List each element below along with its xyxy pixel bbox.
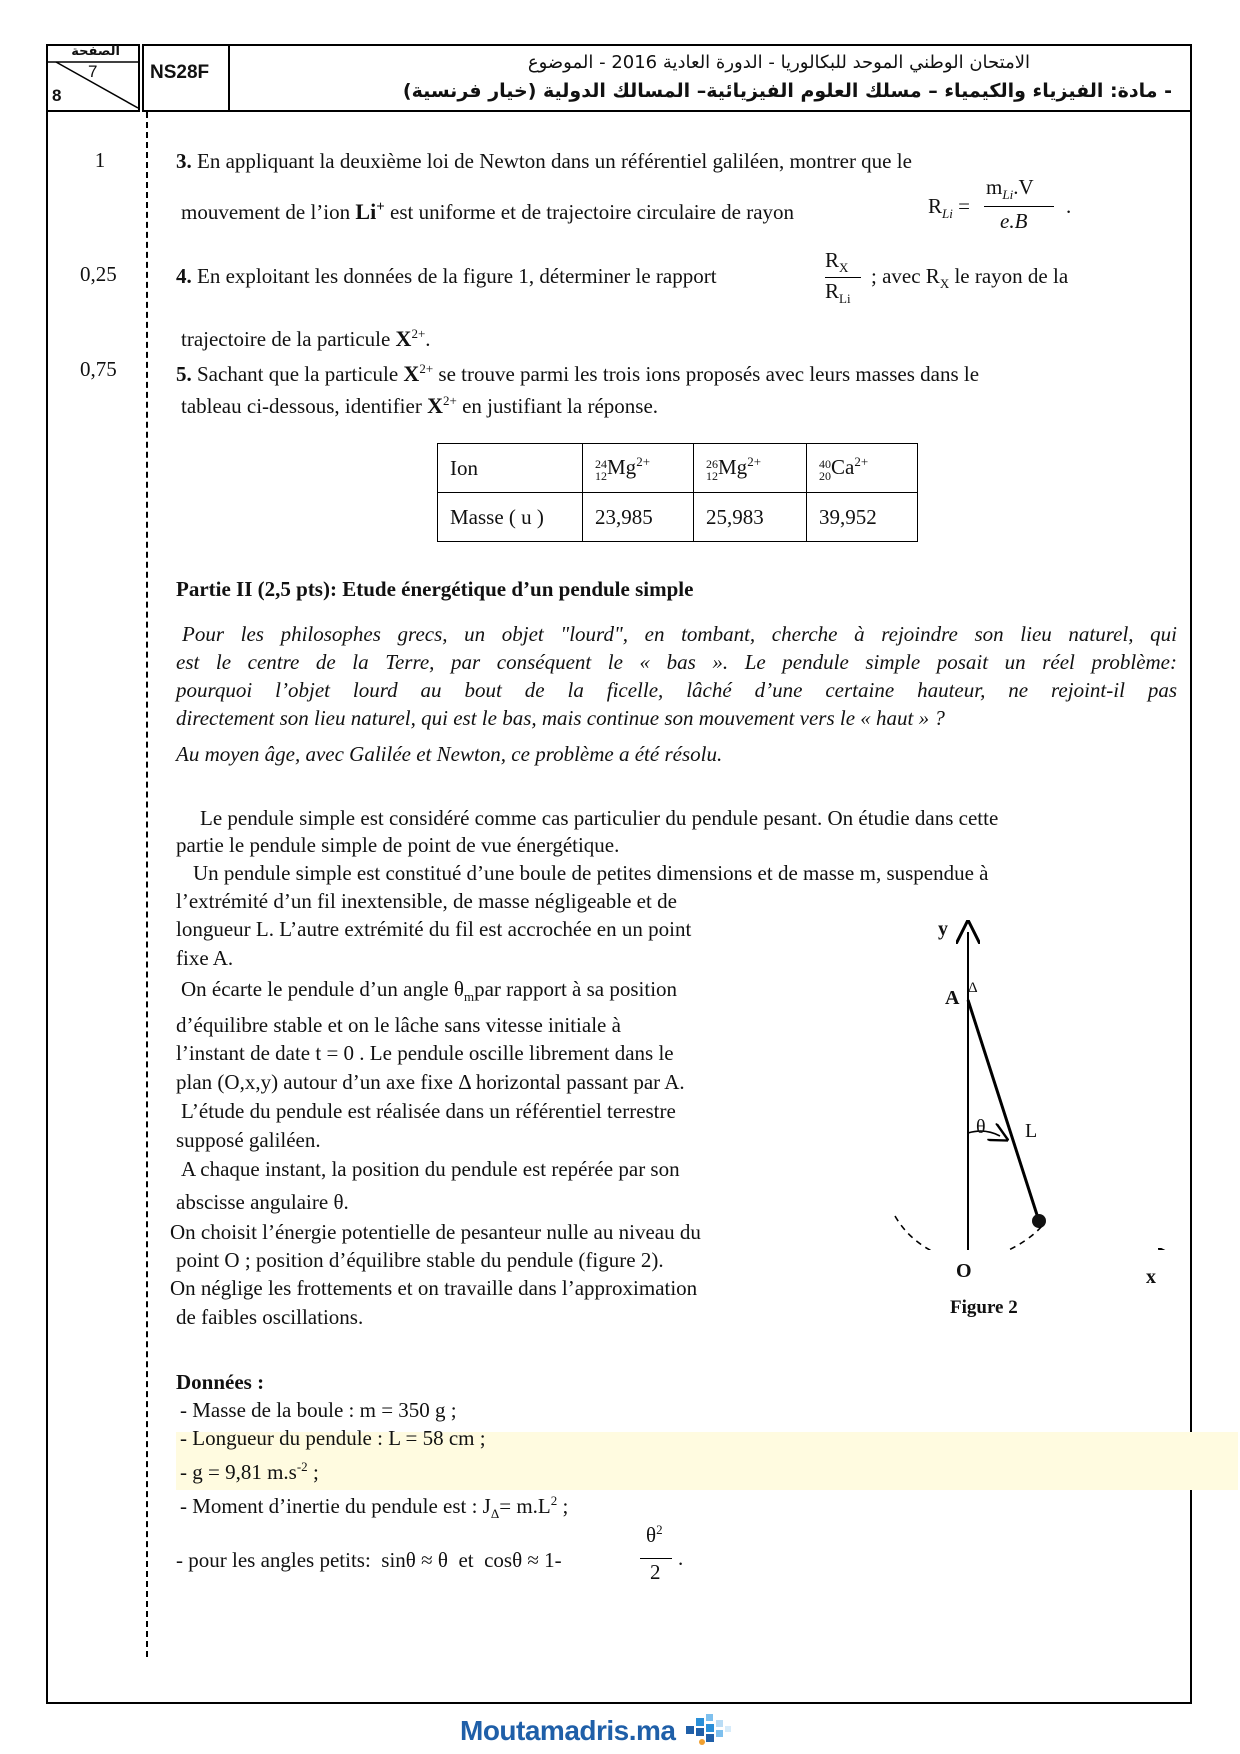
g-end: ; (312, 1460, 319, 1484)
body-line: longueur L. L’autre extrémité du fil est accrochée en un point (176, 917, 692, 941)
g-exponent: -2 (296, 1459, 308, 1474)
para1-line1: Le pendule simple est considéré comme cas particulier du pendule pesant. On étudie dans cette (200, 806, 999, 830)
part2-title: Partie II (2,5 pts): Etude énergétique d’un pendule simple (176, 577, 694, 601)
pendulum-figure (800, 920, 1180, 1250)
formula-den: e.B (1000, 209, 1028, 233)
q4-rx-sub: X (939, 276, 950, 292)
table-row (438, 444, 918, 493)
frac-exp: 2 (656, 1522, 663, 1537)
logo-text: Moutamadris.ma (460, 1715, 676, 1746)
q4-particle: X (395, 326, 412, 351)
formula-num: m (986, 175, 1003, 199)
q4-text-a: En exploitant les données de la figure 1, déterminer le rapport (197, 264, 717, 288)
body-line: On néglige les frottements et on travaille dans l’approximation (170, 1276, 698, 1300)
abscisse-line: abscisse angulaire θ. (176, 1190, 349, 1214)
q5-particle-charge-2: 2+ (442, 393, 457, 408)
q4-end: . (425, 327, 431, 351)
plan-line (176, 1068, 685, 1096)
o-label: O (956, 1260, 972, 1282)
table-cell: Ion (438, 444, 583, 493)
donnees-title: Données : (176, 1370, 265, 1394)
body-line: fixe A. (176, 946, 234, 970)
intro-line: directement son lieu naturel, qui est le bas, mais continue son mouvement vers le « haut » ? (176, 706, 945, 730)
delta-label: Δ (968, 980, 978, 996)
logo-pixel-icon (680, 1712, 736, 1746)
formula-end: . (1066, 194, 1072, 218)
page-label: الصفحة (71, 44, 120, 59)
ion-mass-number: 24 (595, 456, 607, 471)
q4-line1a (176, 262, 717, 290)
table-cell (694, 444, 807, 493)
small-et: et (458, 1548, 474, 1572)
body-line: point O ; position d’équilibre stable du pendule (figure 2). (176, 1248, 664, 1272)
x-label: x (1146, 1266, 1156, 1288)
frac-den: 2 (650, 1560, 661, 1584)
small-cos: cosθ ≈ 1- (484, 1548, 562, 1572)
abscisse-text: abscisse angulaire (176, 1190, 329, 1214)
ecarte-line (181, 975, 677, 1011)
small-text: - pour les angles petits: (176, 1548, 371, 1572)
para1-line2: partie le pendule simple de point de vue énergétique. (176, 833, 620, 857)
moment-exp: 2 (550, 1493, 558, 1508)
footer-logo[interactable] (460, 1712, 736, 1748)
exam-code: NS28F (150, 62, 210, 83)
ratio-bar (825, 277, 861, 278)
points-q5: 0,75 (80, 357, 117, 381)
figure-caption: Figure 2 (950, 1297, 1018, 1318)
theta-label: θ (976, 1116, 986, 1138)
ion-symbol: Ca (831, 455, 855, 480)
points-q3: 1 (94, 148, 106, 172)
exam-title-line1: الامتحان الوطني الموحد للبكالوريا - الدورة العادية 2016 - الموضوع (527, 52, 1030, 73)
intro-line: Pour les philosophes grecs, un objet "lourd", en tombant, cherche à rejoindre son lieu naturel, qui (182, 622, 1177, 646)
g-text: - g = 9,81 m.s (180, 1460, 297, 1484)
ion-charge: 2+ (747, 454, 762, 470)
ion-atomic-number: 20 (819, 468, 831, 483)
ratio-den: R (825, 279, 840, 303)
trajectory-right (1000, 1226, 1042, 1250)
ion-charge: 2+ (854, 454, 869, 470)
body-line: l’instant de date t = 0 . Le pendule oscille librement dans le (176, 1041, 674, 1065)
formula-lhs-sub: Li (942, 206, 953, 222)
delta-symbol: Δ (458, 1070, 471, 1094)
q5-line2 (181, 387, 658, 420)
table-cell: 39,952 (807, 493, 918, 542)
l-label: L (1025, 1120, 1038, 1142)
trajectory-left (895, 1216, 940, 1250)
intro-line: pourquoi l’objet lourd au bout de la ficelle, lâché d’une certaine hauteur, ne rejoint-il pas (176, 678, 1177, 702)
q3-text2a: mouvement de l’ion (181, 200, 351, 224)
table-cell (583, 444, 694, 493)
formula-num-tail: .V (1013, 175, 1034, 199)
q5-text-b: se trouve parmi les trois ions proposés avec leurs masses dans le (438, 362, 980, 386)
ion-charge: 2+ (636, 454, 651, 470)
ratio-num: R (825, 248, 840, 272)
ion-atomic-number: 12 (706, 468, 718, 483)
page-total: 8 (52, 86, 62, 105)
y-label: y (938, 918, 948, 940)
ion-atomic-number: 12 (595, 468, 607, 483)
exam-title-line2: - مادة: الفيزياء والكيمياء – مسلك العلوم الفيزيائية– المسالك الدولية (خيار فرنسية) (402, 80, 1172, 102)
body-line: L’étude du pendule est réalisée dans un référentiel terrestre (181, 1099, 676, 1123)
ion-mass-number: 40 (819, 456, 831, 471)
q5-text2a: tableau ci-dessous, identifier (181, 394, 422, 418)
ion-symbol: Mg (718, 455, 748, 480)
ion-symbol: Mg (607, 455, 637, 480)
plan-text-b: horizontal passant par A. (475, 1070, 685, 1094)
q5-particle-2: X (427, 393, 443, 418)
q4-particle-charge: 2+ (411, 326, 426, 341)
q4-text2: trajectoire de la particule (181, 327, 391, 351)
q3-ion: Li (355, 199, 377, 224)
q3-line2 (181, 193, 794, 226)
pendulum-string (968, 1000, 1038, 1218)
donnees-mass: - Masse de la boule : m = 350 g ; (180, 1398, 457, 1422)
moment-text: - Moment d’inertie du pendule est : J (180, 1494, 491, 1518)
margin-dashed-line (146, 112, 148, 1657)
formula-lhs: R (928, 194, 943, 218)
frac-end: . (678, 1546, 684, 1570)
para2-line1: Un pendule simple est constitué d’une boule de petites dimensions et de masse m, suspendue à (193, 861, 989, 885)
q4-number: 4. (176, 264, 192, 288)
body-line: A chaque instant, la position du pendule est repérée par son (181, 1157, 680, 1181)
q3-text2b: est uniforme et de trajectoire circulaire de rayon (390, 200, 795, 224)
exam-code-box (142, 44, 230, 112)
body-line: l’extrémité d’un fil inextensible, de masse négligeable et de (176, 889, 677, 913)
moment-sub: Δ (490, 1506, 500, 1522)
donnees-moment (180, 1487, 568, 1528)
q5-text-a: Sachant que la particule (197, 362, 399, 386)
body-line: de faibles oscillations. (176, 1305, 364, 1329)
q3-text1: En appliquant la deuxième loi de Newton dans un référentiel galiléen, montrer que le (197, 149, 912, 173)
pendulum-bob (1032, 1214, 1046, 1228)
donnees-g (180, 1453, 319, 1486)
q4-text-b: ; avec (871, 264, 921, 288)
page-number-box (46, 44, 140, 112)
intro-line: est le centre de la Terre, par conséquent le « bas ». Le pendule simple posait un réel problème: (176, 650, 1177, 674)
q3-ion-charge: + (376, 199, 385, 215)
moment-end: ; (557, 1494, 569, 1518)
formula-num-sub: Li (1002, 187, 1014, 203)
q4-line1b (871, 262, 1068, 298)
ion-mass-number: 26 (706, 456, 718, 471)
ratio-num-sub: X (839, 260, 849, 276)
table-cell: 25,983 (694, 493, 807, 542)
ratio-den-sub: Li (839, 291, 851, 307)
part2-intro (176, 620, 1177, 768)
q4-rx: R (925, 264, 940, 288)
ecarte-text-b: par rapport à sa position (474, 977, 678, 1001)
q5-text2b: en justifiant la réponse. (462, 394, 659, 418)
q5-number: 5. (176, 362, 192, 386)
formula-bar (984, 206, 1054, 207)
body-line: d’équilibre stable et on le lâche sans vitesse initiale à (176, 1013, 621, 1037)
body-line: supposé galiléen. (176, 1128, 321, 1152)
body-line: On choisit l’énergie potentielle de pesanteur nulle au niveau du (170, 1220, 701, 1244)
q4-line2 (181, 320, 431, 353)
page-number: 7 (88, 62, 98, 81)
q5-particle-charge: 2+ (419, 361, 434, 376)
q4-text-c: le rayon de la (954, 264, 1069, 288)
table-cell: Masse ( u ) (438, 493, 583, 542)
plan-text-a: plan (O,x,y) autour d’un axe fixe (176, 1070, 453, 1094)
q5-particle: X (403, 361, 420, 386)
ion-table (437, 443, 918, 542)
q3-line1 (176, 147, 912, 175)
theta-symbol: θ (453, 977, 464, 1001)
a-label: A (945, 987, 960, 1009)
small-sin: sinθ ≈ θ (381, 1548, 448, 1572)
q5-line1 (176, 355, 979, 388)
theta-symbol: θ (333, 1190, 344, 1214)
table-cell (807, 444, 918, 493)
frac-num: θ (646, 1523, 657, 1547)
frac-bar (640, 1558, 672, 1559)
moment-formula: = m.L (499, 1494, 551, 1518)
exam-title-box (228, 44, 1192, 112)
table-cell: 23,985 (583, 493, 694, 542)
donnees-small-angles (176, 1546, 562, 1574)
points-q4: 0,25 (80, 262, 117, 286)
ecarte-text-a: On écarte le pendule d’un angle (181, 977, 449, 1001)
donnees-length: - Longueur du pendule : L = 58 cm ; (180, 1426, 486, 1450)
q3-number: 3. (176, 149, 192, 173)
intro-last-line: Au moyen âge, avec Galilée et Newton, ce problème a été résolu. (176, 742, 723, 766)
theta-sub: m (463, 989, 475, 1005)
table-row (438, 493, 918, 542)
